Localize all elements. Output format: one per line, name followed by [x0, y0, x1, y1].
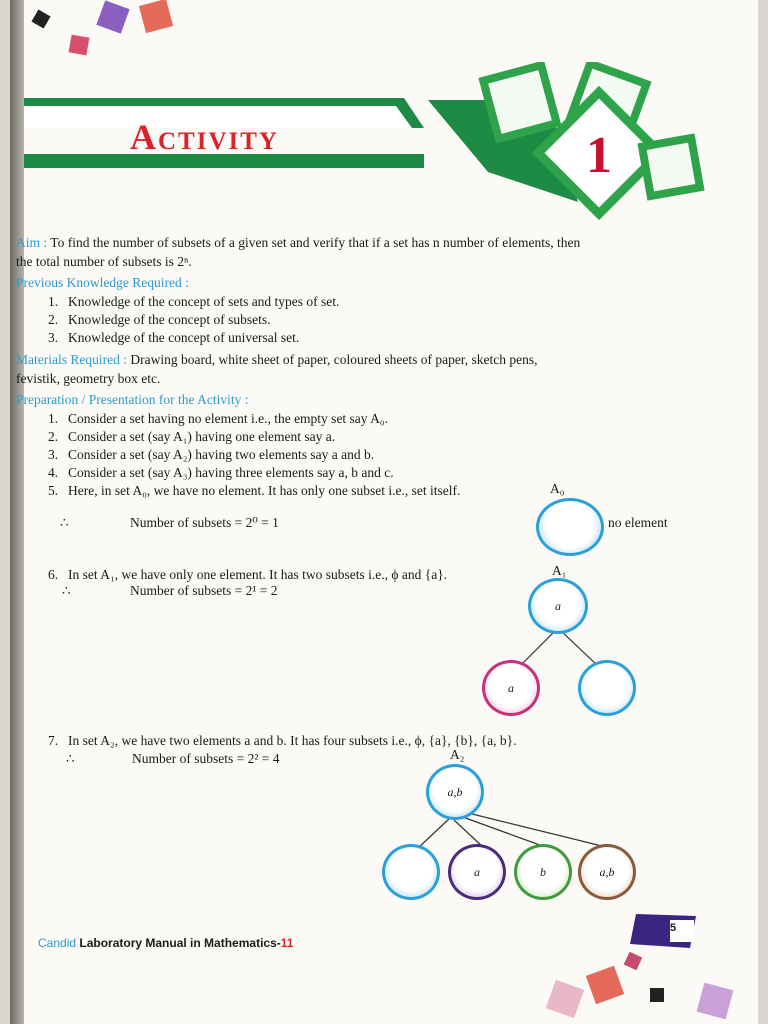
preparation-item: 5. Here, in set A₀, we have no element. It has only one subset i.e., set itself.	[48, 483, 461, 498]
decorative-puzzle-shapes-bottom	[530, 950, 758, 1024]
activity-title: Activity	[130, 117, 279, 157]
activity-number-badge	[428, 62, 718, 222]
formula-a0: Number of subsets = 2⁰ = 1	[130, 515, 279, 530]
set-label-a2: A₂	[450, 747, 465, 762]
preparation-label: Preparation / Presentation for the Activity :	[16, 392, 249, 407]
knowledge-item: 1. Knowledge of the concept of sets and types of set.	[48, 294, 340, 309]
therefore-symbol: ∴	[60, 515, 69, 530]
materials-label: Materials Required :	[16, 352, 127, 367]
tree-node-a2-subset-b: b	[514, 844, 572, 900]
preparation-item-6: 6. In set A₁, we have only one element. It has two subsets i.e., ϕ and {a}.	[48, 567, 448, 582]
decorative-puzzle-shapes	[30, 0, 190, 70]
tree-node-a2-subset-a: a	[448, 844, 506, 900]
preparation-item: 3. Consider a set (say A₂) having two elements say a and b.	[48, 447, 375, 462]
materials-line2: fevistik, geometry box etc.	[16, 371, 161, 386]
knowledge-label: Previous Knowledge Required :	[16, 275, 189, 290]
formula-a1: Number of subsets = 2¹ = 2	[130, 583, 278, 598]
therefore-symbol: ∴	[62, 583, 71, 598]
formula-a2: Number of subsets = 2² = 4	[132, 751, 280, 766]
tree-node-a2-empty	[382, 844, 440, 900]
page	[10, 0, 758, 1024]
set-circle-a0	[536, 498, 604, 556]
tree-node-a2-subset-ab: a,b	[578, 844, 636, 900]
tree-node-a1-root: a	[528, 578, 588, 634]
materials-line1: Materials Required : Drawing board, white sheet of paper, coloured sheets of paper, sketch pens,	[16, 352, 538, 367]
knowledge-item: 3. Knowledge of the concept of universal set.	[48, 330, 300, 345]
page-number: 5	[670, 922, 677, 934]
preparation-item: 4. Consider a set (say A₃) having three elements say a, b and c.	[48, 465, 394, 480]
knowledge-item: 2. Knowledge of the concept of subsets.	[48, 312, 271, 327]
preparation-item: 1. Consider a set having no element i.e., the empty set say A₀.	[48, 411, 389, 426]
tree-node-a1-empty	[578, 660, 636, 716]
aim-label: Aim :	[16, 235, 48, 250]
preparation-item: 2. Consider a set (say A₁) having one element say a.	[48, 429, 336, 444]
therefore-symbol: ∴	[66, 751, 75, 766]
preparation-item-7: 7. In set A₂, we have two elements a and b. It has four subsets i.e., ϕ, {a}, {b}, {a, b}.	[48, 733, 517, 748]
aim-line2: the total number of subsets is 2ⁿ.	[16, 254, 192, 269]
set-label-a1: A₁	[552, 563, 567, 578]
set-label-a0: A₀	[550, 481, 565, 496]
aim-line1: Aim : To find the number of subsets of a given set and verify that if a set has n number of elements, then	[16, 235, 581, 250]
tree-node-a2-root: a,b	[426, 764, 484, 820]
book-spine	[10, 0, 24, 1024]
activity-number: 1	[586, 127, 612, 184]
no-element-label: no element	[608, 515, 668, 530]
tree-node-a1-subset-a: a	[482, 660, 540, 716]
footer-title: Candid Laboratory Manual in Mathematics-11	[38, 936, 294, 950]
brand-name: Candid	[38, 936, 77, 950]
